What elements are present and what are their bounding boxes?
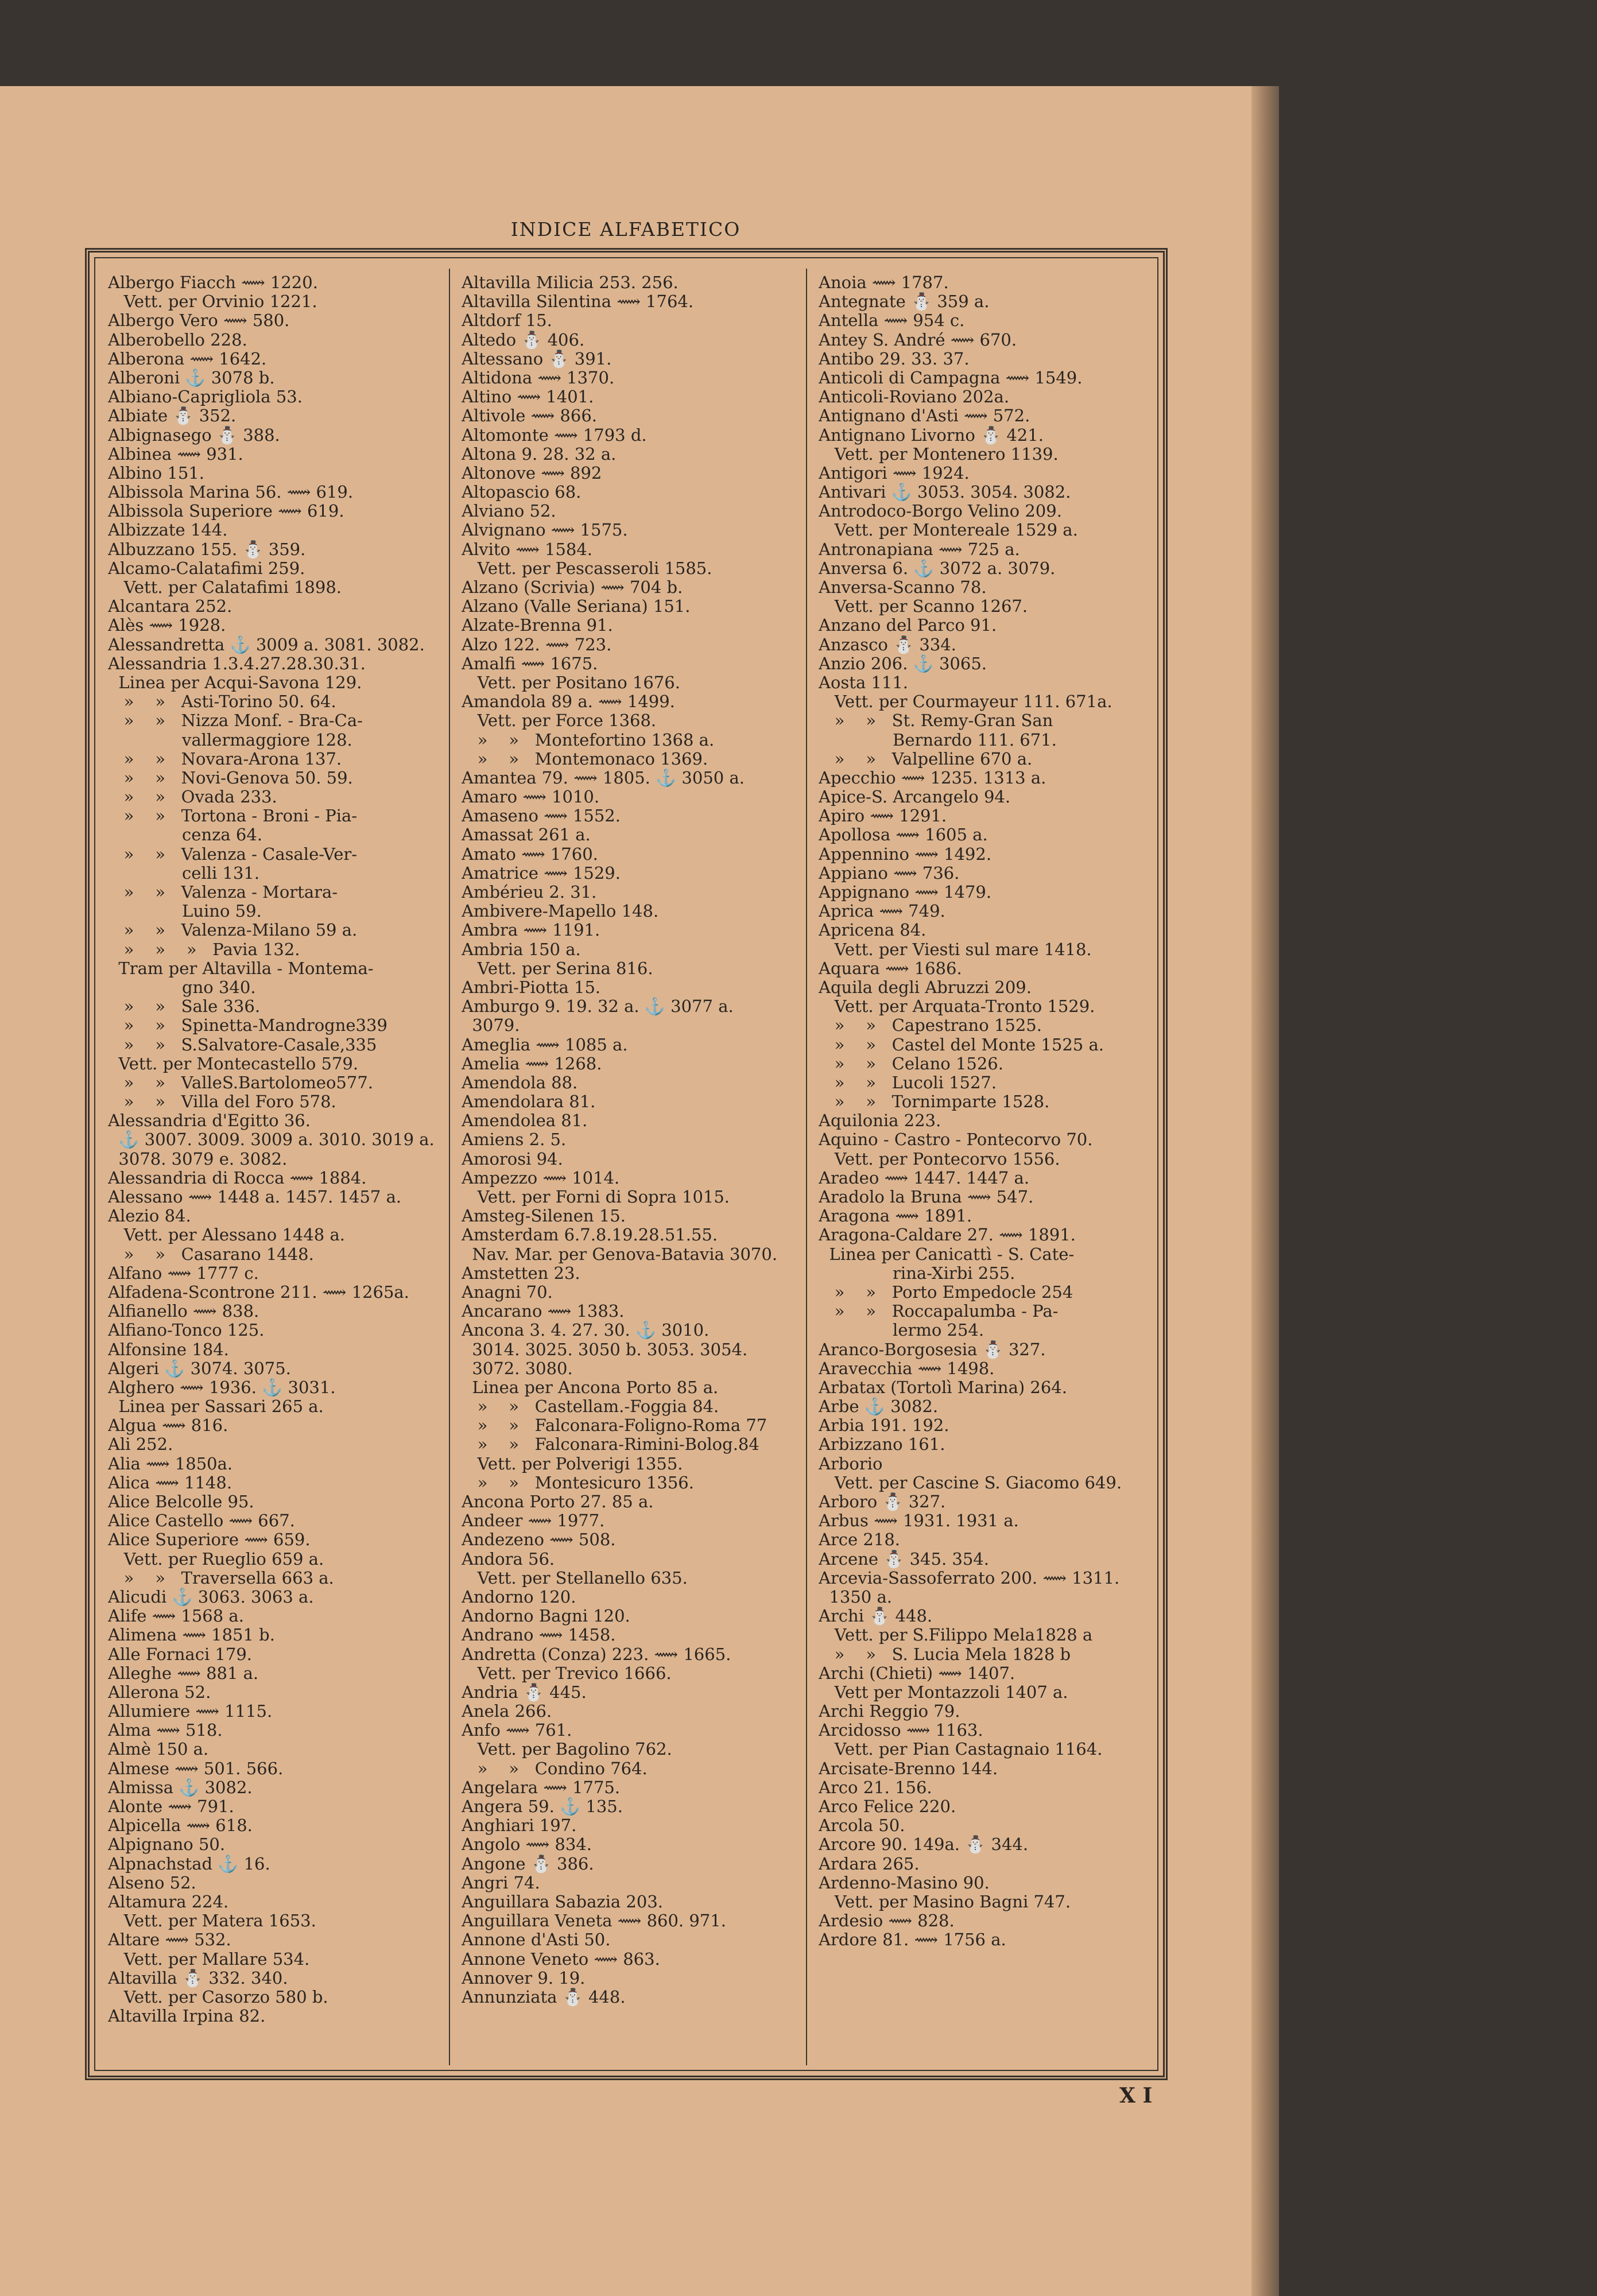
index-entry: Anticoli di Campagna ⟿ 1549. — [819, 367, 1083, 387]
index-entry: Linea per Sassari 265 a. — [108, 1397, 324, 1417]
index-entry: Antella ⟿ 954 c. — [819, 311, 965, 331]
index-entry: Arbizzano 161. — [819, 1434, 945, 1455]
index-entry: Angri 74. — [462, 1872, 540, 1892]
index-entry: Alfianello ⟿ 838. — [108, 1301, 259, 1321]
index-entry: » » St. Remy-Gran San — [819, 711, 1053, 731]
index-entry: Vett. per Montereale 1529 a. — [819, 520, 1078, 540]
index-entry: Apecchio ⟿ 1235. 1313 a. — [819, 767, 1046, 788]
index-entry: Alimena ⟿ 1851 b. — [108, 1625, 275, 1645]
index-entry: Allumiere ⟿ 1115. — [108, 1701, 273, 1721]
index-entry: lermo 254. — [819, 1320, 984, 1340]
index-entry: Vett. per Arquata-Tronto 1529. — [819, 996, 1095, 1017]
index-entry: Altdorf 15. — [462, 311, 552, 331]
index-column-3 — [819, 273, 1163, 1950]
index-entry: Alberona ⟿ 1642. — [108, 348, 267, 369]
index-entry: Alessandria 1.3.4.27.28.30.31. — [108, 653, 366, 673]
index-entry: Antibo 29. 33. 37. — [819, 348, 970, 369]
index-entry: Alpignano 50. — [108, 1835, 226, 1855]
index-entry: Linea per Acqui-Savona 129. — [108, 672, 362, 692]
index-entry: Vett. per Bagolino 762. — [462, 1739, 672, 1759]
index-entry: Anghiari 197. — [462, 1816, 577, 1836]
index-entry: Antronapiana ⟿ 725 a. — [819, 539, 1020, 559]
index-entry: Amato ⟿ 1760. — [462, 844, 598, 864]
index-entry: Altavilla Milicia 253. 256. — [462, 273, 679, 292]
index-entry: Alseno 52. — [108, 1872, 196, 1892]
index-entry: Ancona 3. 4. 27. 30. ⚓ 3010. — [462, 1320, 710, 1340]
index-entry: » » Tornimparte 1528. — [819, 1092, 1050, 1112]
index-entry: Amaseno ⟿ 1552. — [462, 806, 621, 826]
index-entry: Vett. per Masino Bagni 747. — [819, 1891, 1071, 1911]
index-entry: Alberobello 228. — [108, 329, 247, 350]
index-entry: Amburgo 9. 19. 32 a. ⚓ 3077 a. — [462, 996, 734, 1017]
index-entry: Antey S. André ⟿ 670. — [819, 329, 1017, 350]
index-entry: Albissola Superiore ⟿ 619. — [108, 501, 344, 521]
index-entry: Amorosi 94. — [462, 1149, 563, 1169]
index-entry: Albergo Vero ⟿ 580. — [108, 311, 290, 331]
index-entry: Albizzate 144. — [108, 520, 228, 540]
index-entry: Arcene ⛄ 345. 354. — [819, 1549, 989, 1569]
index-entry: Ancarano ⟿ 1383. — [462, 1301, 625, 1321]
index-entry: Vett. per Stellanello 635. — [462, 1568, 688, 1588]
page-signature: X I — [1119, 2084, 1153, 2108]
index-entry: Altessano ⛄ 391. — [462, 348, 612, 369]
index-entry: Almese ⟿ 501. 566. — [108, 1758, 284, 1778]
index-entry: » » Valpelline 670 a. — [819, 748, 1033, 769]
index-entry: » » Casarano 1448. — [108, 1244, 314, 1264]
index-entry: Andria ⛄ 445. — [462, 1682, 587, 1702]
index-entry: Ameglia ⟿ 1085 a. — [462, 1034, 628, 1054]
index-entry: Aradolo la Bruna ⟿ 547. — [819, 1187, 1034, 1207]
index-entry: 1350 a. — [819, 1587, 892, 1607]
index-entry: Alghero ⟿ 1936. ⚓ 3031. — [108, 1377, 336, 1397]
index-entry: Alvignano ⟿ 1575. — [462, 520, 628, 540]
index-entry: Aragona-Caldare 27. ⟿ 1891. — [819, 1225, 1076, 1245]
index-entry: Vett. per Pescasseroli 1585. — [462, 558, 712, 578]
index-entry: Vett. per Matera 1653. — [108, 1911, 316, 1931]
page-header: INDICE ALFABETICO — [510, 218, 741, 241]
index-entry: Anticoli-Roviano 202a. — [819, 387, 1010, 407]
index-entry: Anversa-Scanno 78. — [819, 577, 987, 597]
index-entry: Arcore 90. 149a. ⛄ 344. — [819, 1835, 1029, 1855]
index-entry: Almè 150 a. — [108, 1739, 209, 1759]
index-entry: Vett. per Forni di Sopra 1015. — [462, 1187, 730, 1207]
index-entry: » » Porto Empedocle 254 — [819, 1282, 1073, 1302]
index-entry: Andora 56. — [462, 1549, 555, 1569]
index-entry: Altavilla ⛄ 332. 340. — [108, 1968, 288, 1988]
index-entry: Altivole ⟿ 866. — [462, 406, 598, 426]
index-entry: Andretta (Conza) 223. ⟿ 1665. — [462, 1644, 731, 1664]
index-entry: Alviano 52. — [462, 501, 556, 521]
index-entry: Tram per Altavilla - Montema- — [108, 958, 374, 978]
index-entry: » » Novi-Genova 50. 59. — [108, 767, 353, 788]
index-entry: » » Capestrano 1525. — [819, 1015, 1042, 1035]
index-entry: » » Novara-Arona 137. — [108, 748, 342, 769]
index-entry: Altino ⟿ 1401. — [462, 387, 594, 407]
index-entry: Arcola 50. — [819, 1816, 905, 1836]
index-entry: Alma ⟿ 518. — [108, 1720, 223, 1740]
index-entry: Amalfi ⟿ 1675. — [462, 653, 598, 673]
index-entry: Arborio — [819, 1453, 883, 1473]
index-entry: » » Roccapalumba - Pa- — [819, 1301, 1059, 1321]
index-entry: Anzio 206. ⚓ 3065. — [819, 653, 987, 673]
index-entry: Albuzzano 155. ⛄ 359. — [108, 539, 306, 559]
index-entry: Alife ⟿ 1568 a. — [108, 1606, 244, 1626]
index-entry: Amandola 89 a. ⟿ 1499. — [462, 692, 675, 712]
index-entry: Amendola 88. — [462, 1072, 578, 1092]
index-entry: Luino 59. — [108, 901, 262, 921]
index-entry: Ambivere-Mapello 148. — [462, 901, 659, 921]
index-entry: Albergo Fiacch ⟿ 1220. — [108, 273, 318, 292]
index-entry: 3072. 3080. — [462, 1358, 573, 1378]
index-entry: Arbe ⚓ 3082. — [819, 1397, 939, 1417]
index-entry: Almissa ⚓ 3082. — [108, 1777, 253, 1797]
index-entry: Antivari ⚓ 3053. 3054. 3082. — [819, 482, 1071, 502]
index-entry: Altona 9. 28. 32 a. — [462, 444, 617, 464]
index-entry: Vett. per Mallare 534. — [108, 1949, 310, 1969]
index-entry: Bernardo 111. 671. — [819, 730, 1057, 750]
index-entry: » » Montesicuro 1356. — [462, 1472, 694, 1492]
index-entry: Archi Reggio 79. — [819, 1701, 960, 1721]
index-entry: Anversa 6. ⚓ 3072 a. 3079. — [819, 558, 1056, 578]
index-entry: Alicudi ⚓ 3063. 3063 a. — [108, 1587, 314, 1607]
index-entry: Vett. per Courmayeur 111. 671a. — [819, 692, 1113, 712]
index-entry: Ancona Porto 27. 85 a. — [462, 1492, 654, 1511]
index-entry: Antignano Livorno ⛄ 421. — [819, 425, 1044, 445]
index-entry: Altidona ⟿ 1370. — [462, 367, 615, 387]
index-entry: 3014. 3025. 3050 b. 3053. 3054. — [462, 1339, 748, 1359]
index-entry: cenza 64. — [108, 825, 263, 845]
index-entry: Apricena 84. — [819, 920, 927, 940]
index-entry: » » Condino 764. — [462, 1758, 648, 1778]
index-entry: Altare ⟿ 532. — [108, 1930, 231, 1950]
index-entry: Alberoni ⚓ 3078 b. — [108, 367, 275, 387]
index-entry: Aprica ⟿ 749. — [819, 901, 945, 921]
index-entry: Arbatax (Tortolì Marina) 264. — [819, 1377, 1067, 1397]
index-entry: Anfo ⟿ 761. — [462, 1720, 572, 1740]
index-entry: Alleghe ⟿ 881 a. — [108, 1663, 259, 1683]
index-entry: Amsterdam 6.7.8.19.28.51.55. — [462, 1225, 718, 1245]
index-entry: Alpicella ⟿ 618. — [108, 1816, 253, 1836]
index-entry: Alvito ⟿ 1584. — [462, 539, 593, 559]
index-entry: » » S. Lucia Mela 1828 b — [819, 1644, 1071, 1664]
index-entry: Arcevia-Sassoferrato 200. ⟿ 1311. — [819, 1568, 1120, 1588]
index-entry: Anzasco ⛄ 334. — [819, 634, 956, 654]
index-entry: Apiro ⟿ 1291. — [819, 806, 947, 826]
index-entry: Albiate ⛄ 352. — [108, 406, 237, 426]
index-entry: » » » Pavia 132. — [108, 939, 300, 959]
index-entry: Altedo ⛄ 406. — [462, 329, 585, 350]
index-entry: Ardara 265. — [819, 1853, 920, 1874]
index-entry: Apollosa ⟿ 1605 a. — [819, 825, 988, 845]
index-entry: Alice Belcolle 95. — [108, 1492, 254, 1511]
index-entry: Amendolea 81. — [462, 1111, 588, 1131]
index-entry: Anzano del Parco 91. — [819, 615, 997, 635]
index-entry: Angone ⛄ 386. — [462, 1853, 594, 1874]
index-entry: Altomonte ⟿ 1793 d. — [462, 425, 647, 445]
index-entry: Aradeo ⟿ 1447. 1447 a. — [819, 1168, 1030, 1188]
index-entry: Aosta 111. — [819, 672, 909, 692]
index-entry: Vett. per Force 1368. — [462, 711, 657, 731]
index-entry: Vett. per Alessano 1448 a. — [108, 1225, 345, 1245]
index-entry: » » Nizza Monf. - Bra-Ca- — [108, 711, 363, 731]
index-entry: Annunziata ⛄ 448. — [462, 1987, 626, 2007]
index-entry: » » Castellam.-Foggia 84. — [462, 1397, 719, 1417]
index-entry: Albino 151. — [108, 463, 204, 483]
index-column-2 — [462, 273, 806, 2007]
index-entry: Anoia ⟿ 1787. — [819, 273, 949, 292]
index-entry: Appiano ⟿ 736. — [819, 863, 960, 883]
index-entry: » » Montemonaco 1369. — [462, 748, 708, 769]
index-entry: Antignano d'Asti ⟿ 572. — [819, 406, 1030, 426]
index-entry: Arco Felice 220. — [819, 1797, 956, 1816]
index-entry: » » Valenza - Mortara- — [108, 882, 338, 902]
index-entry: Amstetten 23. — [462, 1263, 580, 1283]
index-entry: Ali 252. — [108, 1434, 173, 1455]
index-entry: » » S.Salvatore-Casale,335 — [108, 1034, 377, 1054]
index-entry: celli 131. — [108, 863, 260, 883]
index-entry: Alfiano-Tonco 125. — [108, 1320, 265, 1340]
index-entry: » » Sale 336. — [108, 996, 261, 1017]
index-entry: Arcisate-Brenno 144. — [819, 1758, 998, 1778]
index-entry: » » Falconara-Foligno-Roma 77 — [462, 1415, 768, 1436]
index-entry: Vett. per Orvinio 1221. — [108, 292, 317, 312]
index-entry: Archi ⛄ 448. — [819, 1606, 933, 1626]
index-entry: Altamura 224. — [108, 1891, 229, 1911]
index-entry: Alessandria di Rocca ⟿ 1884. — [108, 1168, 367, 1188]
index-entry: Alice Castello ⟿ 667. — [108, 1511, 295, 1531]
index-entry: Arboro ⛄ 327. — [819, 1492, 946, 1511]
index-entry: Aquila degli Abruzzi 209. — [819, 977, 1032, 997]
index-entry: Alonte ⟿ 791. — [108, 1797, 234, 1816]
index-entry: Altopascio 68. — [462, 482, 582, 502]
index-entry: Vett. per Viesti sul mare 1418. — [819, 939, 1092, 959]
index-entry: Altavilla Silentina ⟿ 1764. — [462, 292, 694, 312]
index-entry: rina-Xirbi 255. — [819, 1263, 1015, 1283]
index-entry: Amassat 261 a. — [462, 825, 591, 845]
index-entry: Vett. per Positano 1676. — [462, 672, 680, 692]
index-entry: Annone d'Asti 50. — [462, 1930, 611, 1950]
index-entry: Archi (Chieti) ⟿ 1407. — [819, 1663, 1015, 1683]
index-entry: Albissola Marina 56. ⟿ 619. — [108, 482, 354, 502]
index-entry: Altonove ⟿ 892 — [462, 463, 602, 483]
index-entry: 3078. 3079 e. 3082. — [108, 1149, 288, 1169]
column-divider — [806, 269, 807, 2065]
index-entry: Vett. per S.Filippo Mela1828 a — [819, 1625, 1093, 1645]
index-entry: Alzano (Valle Seriana) 151. — [462, 596, 691, 616]
index-entry: Alica ⟿ 1148. — [108, 1472, 232, 1492]
index-entry: » » Lucoli 1527. — [819, 1072, 997, 1092]
index-entry: Aravecchia ⟿ 1498. — [819, 1358, 995, 1378]
index-entry: » » Celano 1526. — [819, 1053, 1003, 1073]
index-entry: Algeri ⚓ 3074. 3075. — [108, 1358, 291, 1378]
index-entry: Alessano ⟿ 1448 a. 1457. 1457 a. — [108, 1187, 402, 1207]
index-entry: » » Ovada 233. — [108, 787, 277, 807]
index-entry: Alice Superiore ⟿ 659. — [108, 1530, 311, 1550]
index-entry: Alcamo-Calatafimi 259. — [108, 558, 305, 578]
index-entry: Vett. per Serina 816. — [462, 958, 653, 978]
index-entry: Vett. per Pontecorvo 1556. — [819, 1149, 1060, 1169]
index-entry: Arcidosso ⟿ 1163. — [819, 1720, 983, 1740]
index-entry: » » Falconara-Rimini-Bolog.84 — [462, 1434, 759, 1455]
index-entry: Albiano-Caprigliola 53. — [108, 387, 303, 407]
index-entry: Amiens 2. 5. — [462, 1130, 567, 1150]
index-entry: Angera 59. ⚓ 135. — [462, 1797, 623, 1816]
index-entry: Ambri-Piotta 15. — [462, 977, 601, 997]
index-entry: » » Valenza - Casale-Ver- — [108, 844, 358, 864]
index-entry: Ambria 150 a. — [462, 939, 581, 959]
index-entry: Vett. per Calatafimi 1898. — [108, 577, 342, 597]
index-entry: Appignano ⟿ 1479. — [819, 882, 992, 902]
index-entry: Alcantara 252. — [108, 596, 232, 616]
index-entry: Antegnate ⛄ 359 a. — [819, 292, 990, 312]
index-entry: Antigori ⟿ 1924. — [819, 463, 970, 483]
index-entry: Altavilla Irpina 82. — [108, 2006, 266, 2026]
index-entry: Anguillara Veneta ⟿ 860. 971. — [462, 1911, 726, 1931]
index-entry: Arbia 191. 192. — [819, 1415, 949, 1436]
index-entry: ⚓ 3007. 3009. 3009 a. 3010. 3019 a. — [108, 1130, 435, 1150]
index-entry: Vett. per Montecastello 579. — [108, 1053, 359, 1073]
index-entry: Andeer ⟿ 1977. — [462, 1511, 605, 1531]
index-entry: Nav. Mar. per Genova-Batavia 3070. — [462, 1244, 778, 1264]
index-entry: Alle Fornaci 179. — [108, 1644, 253, 1664]
index-entry: Algua ⟿ 816. — [108, 1415, 228, 1436]
index-entry: Antrodoco-Borgo Velino 209. — [819, 501, 1062, 521]
index-entry: » » Traversella 663 a. — [108, 1568, 334, 1588]
index-entry: Albignasego ⛄ 388. — [108, 425, 280, 445]
index-entry: Linea per Canicattì - S. Cate- — [819, 1244, 1075, 1264]
index-entry: Aquara ⟿ 1686. — [819, 958, 962, 978]
index-entry: Alessandria d'Egitto 36. — [108, 1111, 311, 1131]
index-entry: Vett. per Polverigi 1355. — [462, 1453, 683, 1473]
index-entry: Alessandretta ⚓ 3009 a. 3081. 3082. — [108, 634, 425, 654]
index-entry: Alfano ⟿ 1777 c. — [108, 1263, 259, 1283]
index-entry: Ardore 81. ⟿ 1756 a. — [819, 1930, 1006, 1950]
index-entry: Vett. per Trevico 1666. — [462, 1663, 672, 1683]
index-entry: Ampezzo ⟿ 1014. — [462, 1168, 620, 1188]
index-entry: Alfadena-Scontrone 211. ⟿ 1265a. — [108, 1282, 409, 1302]
index-entry: Albinea ⟿ 931. — [108, 444, 243, 464]
index-entry: Andezeno ⟿ 508. — [462, 1530, 616, 1550]
index-entry: Allerona 52. — [108, 1682, 211, 1702]
index-entry: Anagni 70. — [462, 1282, 553, 1302]
index-entry: Anela 266. — [462, 1701, 552, 1721]
index-entry: » » ValleS.Bartolomeo577. — [108, 1072, 374, 1092]
index-entry: Aquilonia 223. — [819, 1111, 941, 1131]
index-entry: Alfonsine 184. — [108, 1339, 229, 1359]
index-column-1 — [108, 273, 452, 2026]
index-entry: Annover 9. 19. — [462, 1968, 586, 1988]
index-entry: » » Villa del Foro 578. — [108, 1092, 336, 1112]
index-entry: Aranco-Borgosesia ⛄ 327. — [819, 1339, 1046, 1359]
index-entry: Vett per Montazzoli 1407 a. — [819, 1682, 1068, 1702]
index-entry: Alès ⟿ 1928. — [108, 615, 226, 635]
index-entry: Vett. per Scanno 1267. — [819, 596, 1028, 616]
index-entry: » » Montefortino 1368 a. — [462, 730, 715, 750]
index-entry: Vett. per Cascine S. Giacomo 649. — [819, 1472, 1122, 1492]
index-entry: » » Tortona - Broni - Pia- — [108, 806, 358, 826]
index-entry: Ambérieu 2. 31. — [462, 882, 597, 902]
index-entry: Angelara ⟿ 1775. — [462, 1777, 621, 1797]
index-entry: Anguillara Sabazia 203. — [462, 1891, 663, 1911]
page-edge — [1251, 86, 1279, 2296]
index-entry: Vett. per Rueglio 659 a. — [108, 1549, 324, 1569]
index-entry: Alzo 122. ⟿ 723. — [462, 634, 612, 654]
index-entry: Apice-S. Arcangelo 94. — [819, 787, 1011, 807]
index-entry: Alia ⟿ 1850a. — [108, 1453, 233, 1473]
index-entry: » » Asti-Torino 50. 64. — [108, 692, 336, 712]
index-entry: Vett. per Montenero 1139. — [819, 444, 1059, 464]
index-entry: Amatrice ⟿ 1529. — [462, 863, 621, 883]
index-entry: Appennino ⟿ 1492. — [819, 844, 992, 864]
index-entry: » » Spinetta-Mandrogne339 — [108, 1015, 387, 1035]
index-entry: Arbus ⟿ 1931. 1931 a. — [819, 1511, 1019, 1531]
index-entry: Alezio 84. — [108, 1206, 191, 1226]
index-entry: Aquino - Castro - Pontecorvo 70. — [819, 1130, 1093, 1150]
index-entry: Ardenno-Masino 90. — [819, 1872, 990, 1892]
index-entry: vallermaggiore 128. — [108, 730, 352, 750]
index-entry: » » Castel del Monte 1525 a. — [819, 1034, 1104, 1054]
index-entry: Vett. per Casorzo 580 b. — [108, 1987, 328, 2007]
index-entry: Amsteg-Silenen 15. — [462, 1206, 626, 1226]
index-entry: Amendolara 81. — [462, 1092, 596, 1112]
index-entry: Alpnachstad ⚓ 16. — [108, 1853, 270, 1874]
index-entry: Alzate-Brenna 91. — [462, 615, 613, 635]
index-entry: Andorno 120. — [462, 1587, 576, 1607]
index-entry: Amaro ⟿ 1010. — [462, 787, 600, 807]
index-entry: Angolo ⟿ 834. — [462, 1835, 592, 1855]
index-entry: Arce 218. — [819, 1530, 900, 1550]
index-entry: Arco 21. 156. — [819, 1777, 932, 1797]
index-entry: Vett. per Pian Castagnaio 1164. — [819, 1739, 1103, 1759]
index-entry: Andrano ⟿ 1458. — [462, 1625, 616, 1645]
index-entry: Ardesio ⟿ 828. — [819, 1911, 955, 1931]
index-entry: Amantea 79. ⟿ 1805. ⚓ 3050 a. — [462, 767, 745, 788]
index-entry: Ambra ⟿ 1191. — [462, 920, 600, 940]
index-entry: Andorno Bagni 120. — [462, 1606, 630, 1626]
index-entry: Annone Veneto ⟿ 863. — [462, 1949, 660, 1969]
index-entry: Linea per Ancona Porto 85 a. — [462, 1377, 719, 1397]
index-entry: Amelia ⟿ 1268. — [462, 1053, 602, 1073]
index-entry: Alzano (Scrivia) ⟿ 704 b. — [462, 577, 683, 597]
index-entry: 3079. — [462, 1015, 520, 1035]
index-entry: Aragona ⟿ 1891. — [819, 1206, 972, 1226]
index-entry: » » Valenza-Milano 59 a. — [108, 920, 358, 940]
index-entry: gno 340. — [108, 977, 256, 997]
